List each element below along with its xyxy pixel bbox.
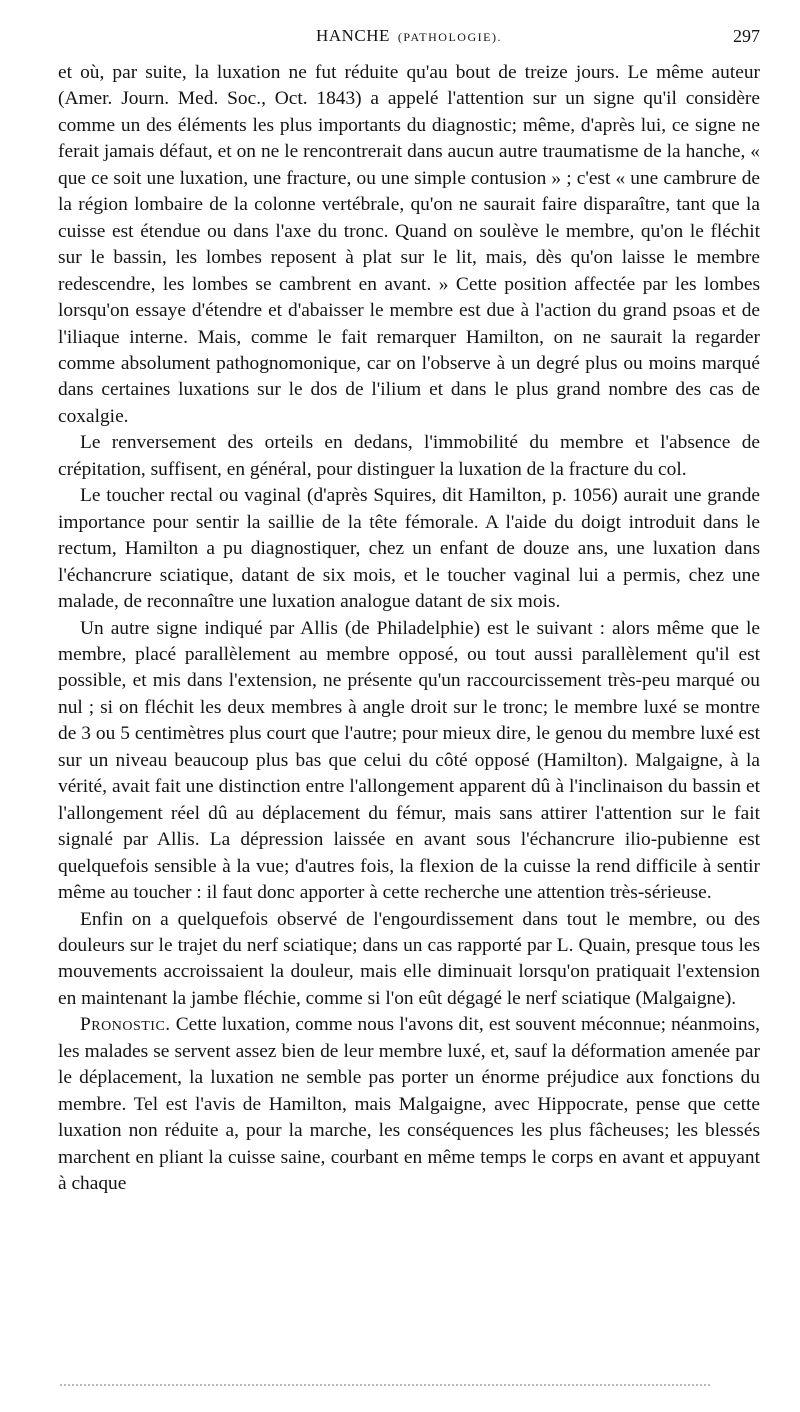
- section-lead-pronostic: Pronostic.: [80, 1014, 171, 1036]
- running-subtitle: (PATHOLOGIE).: [397, 30, 502, 44]
- page-header: [58, 26, 760, 52]
- body-text: [58, 60, 760, 1197]
- paragraph-1-text: et où, par suite, la luxation ne fut réduite qu'au bout de treize jours. Le même auteur (Amer. Journ. Med. Soc., Oct. 1843) a appelé l'attention sur un signe qu'il considère comme un des éléments les plus importants du diagnostic; même, d'après lui, ce signe ne ferait jamais défaut, et on ne le rencontrerait dans aucun autre traumatisme de la hanche, « que ce soit une luxation, une fracture, ou une simple contusion » ; c'est « une cambrure de la région lombaire de la colonne vertébrale, qu'on ne saurait faire disparaître, tant que la cuisse est étendue ou dans l'axe du tronc. Quand on soulève le membre, qu'on le fléchit sur le bassin, les lombes reposent à plat sur le lit, mais, dès qu'on laisse le membre redescendre, les lombes se cambrent en avant. » Cette position affectée par les lombes lorsqu'on essaye d'étendre et d'abaisser le membre est due à l'action du grand psoas et de l'iliaque interne. Mais, comme le fait remarquer Hamilton, on ne saurait la regarder comme absolument pathognomonique, car on l'observe à un degré plus ou moins marqué dans certaines luxations sur le dos de l'ilium et dans le plus grand nombre des cas de coxalgie.: [58, 62, 760, 427]
- paragraph-2-text: Le renversement des orteils en dedans, l'immobilité du membre et l'absence de crépitation, suffisent, en général, pour distinguer la luxation de la fracture du col.: [58, 432, 760, 480]
- running-title: HANCHE: [316, 26, 390, 45]
- paragraph-5-text: Enfin on a quelquefois observé de l'engourdissement dans tout le membre, ou des douleurs sur le trajet du nerf sciatique; dans un cas rapporté par L. Quain, presque tous les mouvements accroissaient la douleur, mais elle diminuait lorsqu'on pratiquait l'extension en maintenant la jambe fléchie, comme si l'on eût dégagé le nerf sciatique (Malgaigne).: [58, 908, 760, 1009]
- paragraph-3: [58, 483, 760, 615]
- paragraph-6: [58, 1012, 760, 1197]
- paragraph-5: [58, 907, 760, 1013]
- paragraph-3-text: Le toucher rectal ou vaginal (d'après Squires, dit Hamilton, p. 1056) aurait une grande importance pour sentir la saillie de la tête fémorale. A l'aide du doigt introduit dans le rectum, Hamilton a pu diagnostiquer, chez un enfant de douze ans, une luxation dans l'échancrure sciatique, datant de six mois, et le toucher vaginal lui a permis, chez une malade, de reconnaître une luxation analogue datant de six mois.: [58, 485, 760, 613]
- running-head: [58, 26, 760, 46]
- paragraph-4-text: Un autre signe indiqué par Allis (de Philadelphie) est le suivant : alors même que le membre, placé parallèlement au membre opposé, ou tout aussi parallèlement qu'il est possible, et mis dans l'extension, ne présente qu'un raccourcissement très-peu marqué ou nul ; si on fléchit les deux membres à angle droit sur le tronc; le membre luxé se montre de 3 ou 5 centimètres plus court que l'autre; pour mieux dire, le genou du membre luxé est sur un niveau beaucoup plus bas que celui du côté opposé (Hamilton). Malgaigne, à la vérité, avait fait une distinction entre l'allongement apparent dû à l'inclinaison du bassin et l'allongement réel dû au déplacement du fémur, mais sans attirer l'attention sur le fait signalé par Allis. La dépression laissée en avant sous l'échancrure ilio-pubienne est quelquefois sensible à la vue; d'autres fois, la flexion de la cuisse la rend difficile à sentir même au toucher : il faut donc apporter à cette recherche une attention très-sérieuse.: [58, 617, 760, 904]
- paragraph-1: [58, 60, 760, 430]
- paragraph-6-text: Cette luxation, comme nous l'avons dit, est souvent méconnue; néanmoins, les malades se servent assez bien de leur membre luxé, et, sauf la déformation amenée par le déplacement, la luxation ne semble pas porter un énorme préjudice aux fonctions du membre. Tel est l'avis de Hamilton, mais Malgaigne, avec Hippocrate, pense que cette luxation non réduite a, pour la marche, les conséquences les plus fâcheuses; les blessés marchent en pliant la cuisse saine, courbant en même temps le corps en avant et appuyant à chaque: [58, 1014, 760, 1195]
- footer-dotted-rule: [60, 1384, 710, 1386]
- paragraph-4: [58, 616, 760, 907]
- paragraph-2: [58, 430, 760, 483]
- page-number: 297: [733, 26, 760, 46]
